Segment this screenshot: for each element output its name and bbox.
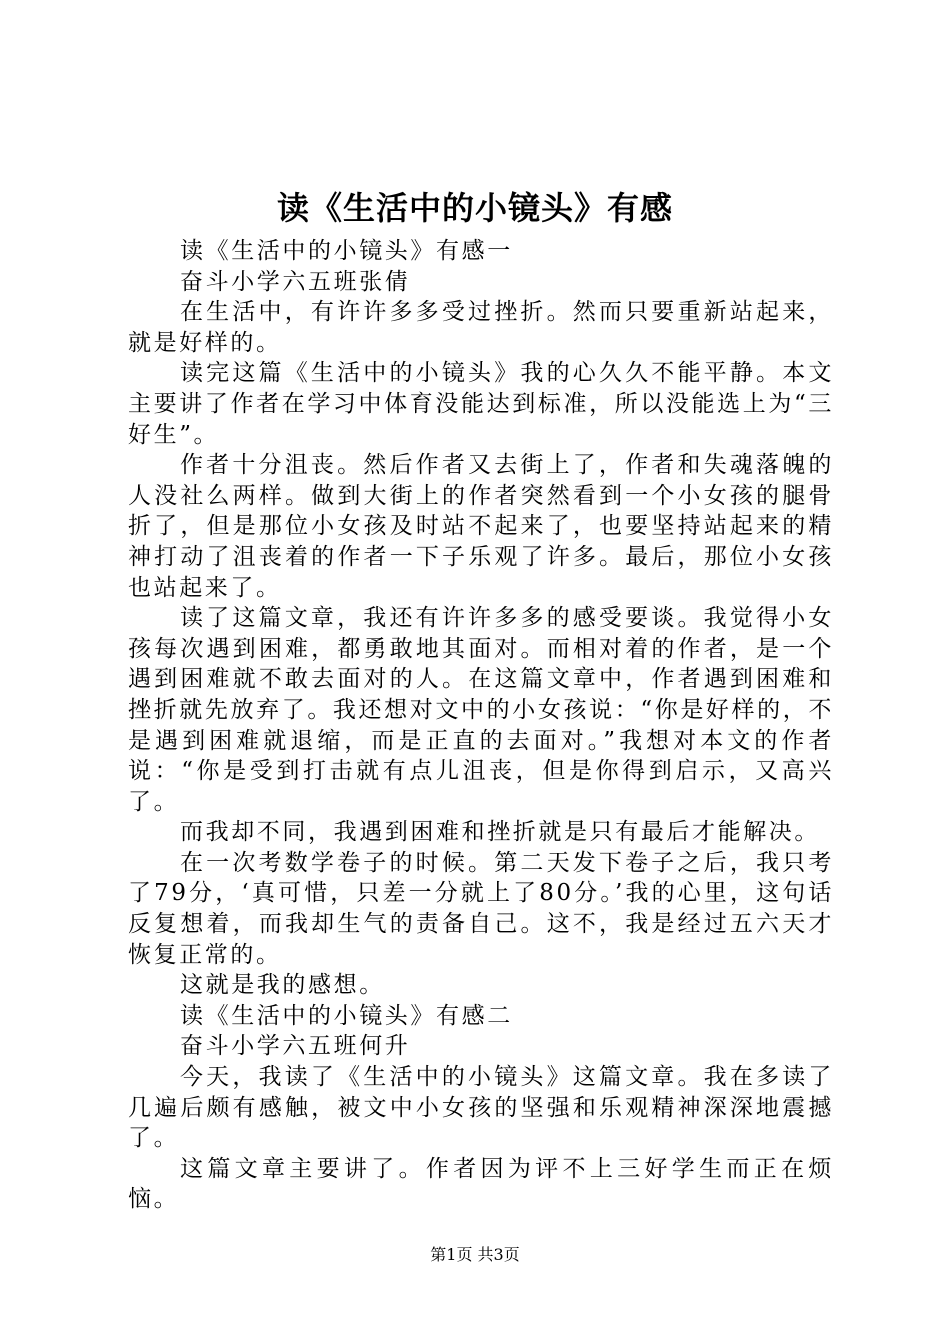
paragraph: 读《生活中的小镜头》有感一: [180, 238, 513, 264]
document-title: 读《生活中的小镜头》有感: [276, 189, 673, 227]
paragraph: 这就是我的感想。: [180, 972, 385, 999]
paragraph: 作者十分沮丧。然后作者又去街上了，作者和失魂落魄的人没社么两样。做到大街上的作者突然看到一个小女孩的腿骨折了，但是那位小女孩及时站不起来了，也要坚持站起来的精神打动了沮丧着的作者一下子乐观了许多。最后，那位小女孩也站起来了。: [128, 452, 834, 601]
paragraph: 这篇文章主要讲了。作者因为评不上三好学生而正在烦恼。: [128, 1155, 834, 1213]
paragraph: 今天，我读了《生活中的小镜头》这篇文章。我在多读了几遍后颇有感触，被文中小女孩的坚强和乐观精神深深地震撼了。: [128, 1064, 834, 1152]
paragraph: 而我却不同，我遇到困难和挫折就是只有最后才能解决。: [180, 819, 820, 846]
document-body: [128, 236, 834, 1215]
paragraph: 读《生活中的小镜头》有感二: [180, 1002, 513, 1029]
paragraph: 在生活中，有许许多多受过挫折。然而只要重新站起来，就是好样的。: [128, 299, 834, 356]
paragraph: 读了这篇文章，我还有许许多多的感受要谈。我觉得小女孩每次遇到困难，都勇敢地其面对。而相对着的作者，是一个遇到困难就不敢去面对的人。在这篇文章中，作者遇到困难和挫折就先放弃了。我还想对文中的小女孩说：“你是好样的，不是遇到困难就退缩，而是正直的去面对。”我想对本文的作者说：“你是受到打击就有点儿沮丧，但是你得到启示，又高兴了。: [128, 605, 834, 815]
paragraph: 读完这篇《生活中的小镜头》我的心久久不能平静。本文主要讲了作者在学习中体育没能达到标准，所以没能选上为“三好生”。: [128, 360, 834, 448]
paragraph: 在一次考数学卷子的时候。第二天发下卷子之后，我只考了79分，‘真可惜，只差一分就上了80分。’我的心里，这句话反复想着，而我却生气的责备自己。这不，我是经过五六天才恢复正常的。: [128, 849, 834, 968]
paragraph: 奋斗小学六五班何升: [180, 1033, 411, 1060]
paragraph: 奋斗小学六五班张倩: [180, 268, 411, 295]
page-footer: 第1页 共3页: [430, 1245, 520, 1264]
